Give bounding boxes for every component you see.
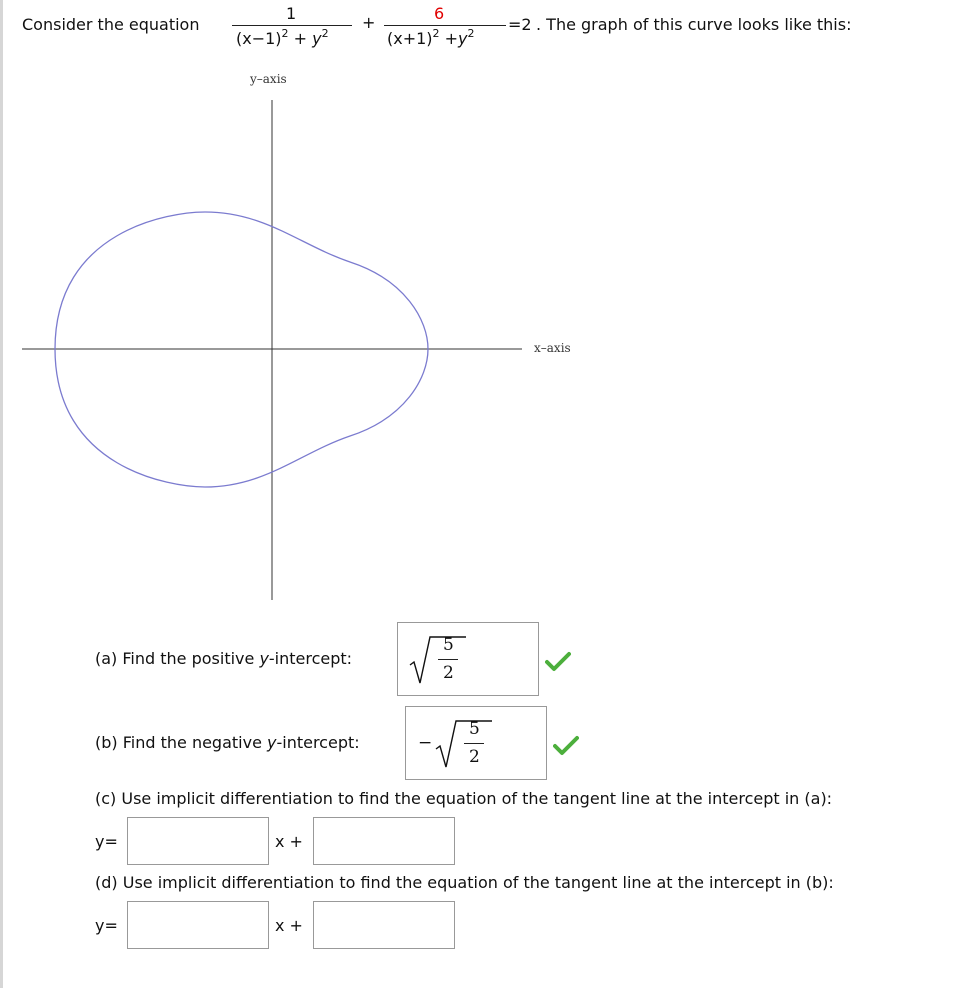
frac2-denominator: $(x+1)^2 +y^2$ xyxy=(387,27,475,48)
part-d-slope-input[interactable] xyxy=(127,901,269,949)
part-a-numerator: 5 xyxy=(443,635,454,655)
frac1-numerator: 1 xyxy=(286,4,297,23)
part-c-y-label: y= xyxy=(95,832,118,851)
frac1-denominator: $(x-1)^2 + y^2$ xyxy=(236,27,329,48)
part-a-answer-box[interactable] xyxy=(397,622,539,696)
part-b-fraction-bar xyxy=(464,743,484,744)
part-d-intercept-input[interactable] xyxy=(313,901,455,949)
intro-text: Consider the equation xyxy=(22,15,200,34)
checkmark-icon xyxy=(545,650,571,672)
checkmark-icon xyxy=(553,734,579,756)
part-d-x-label: x + xyxy=(275,916,303,935)
y-axis-label: y–axis xyxy=(250,72,287,86)
sqrt-sign-icon xyxy=(434,715,494,773)
part-b-sign: − xyxy=(418,733,433,753)
part-b-numerator: 5 xyxy=(469,719,480,739)
part-b-label: (b) Find the negative y-intercept: xyxy=(95,733,360,752)
part-a-denominator: 2 xyxy=(443,663,454,683)
part-a-label: (a) Find the positive y-intercept: xyxy=(95,649,353,668)
part-b-denominator: 2 xyxy=(469,747,480,767)
equation-plus: + xyxy=(362,13,376,32)
part-c-intercept-input[interactable] xyxy=(313,817,455,865)
sqrt-sign-icon xyxy=(408,631,468,689)
part-c-slope-input[interactable] xyxy=(127,817,269,865)
equation-rhs: =2 xyxy=(508,15,532,34)
part-c-x-label: x + xyxy=(275,832,303,851)
after-equation-text: . The graph of this curve looks like this: xyxy=(536,15,852,34)
part-a-fraction-bar xyxy=(438,659,458,660)
x-axis-label: x–axis xyxy=(534,341,571,355)
part-d-label: (d) Use implicit differentiation to find the equation of the tangent line at the intercept in (b): xyxy=(95,873,834,892)
part-b-answer-box[interactable] xyxy=(405,706,547,780)
part-c-label: (c) Use implicit differentiation to find the equation of the tangent line at the intercept in (a): xyxy=(95,789,833,808)
part-d-y-label: y= xyxy=(95,916,118,935)
frac2-numerator: 6 xyxy=(434,4,445,23)
